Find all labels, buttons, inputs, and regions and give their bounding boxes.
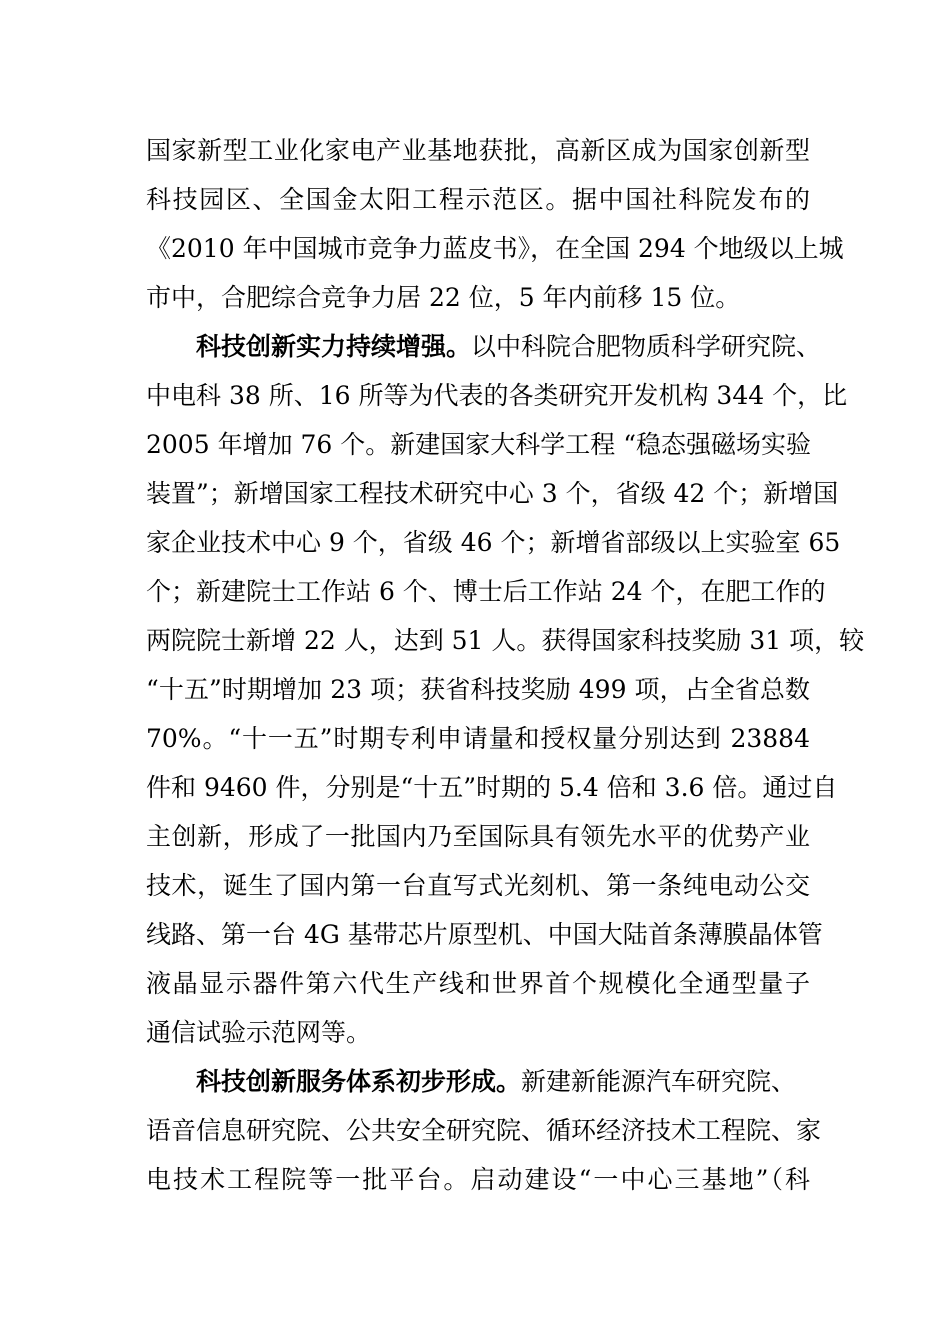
paragraph-first-line <box>146 322 822 371</box>
paragraph-3 <box>146 1057 822 1204</box>
paragraph-text: 以中科院合肥物质科学研究院、 <box>471 332 822 361</box>
paragraph-line: 主创新，形成了一批国内乃至国际具有领先水平的优势产业 <box>146 822 810 851</box>
paragraph-line: 线路、第一台 4G 基带芯片原型机、中国大陆首条薄膜晶体管 <box>146 920 823 949</box>
paragraph-line: 液晶显示器件第六代生产线和世界首个规模化全通型量子 <box>146 969 810 998</box>
paragraph-line: 电技术工程院等一批平台。启动建设“一中心三基地”（科 <box>146 1165 810 1194</box>
paragraph-first-line <box>146 1057 810 1106</box>
paragraph-line: 2005 年增加 76 个。新建国家大科学工程 “稳态强磁场实验 <box>146 430 812 459</box>
paragraph-line: 技术，诞生了国内第一台直写式光刻机、第一条纯电动公交 <box>146 871 810 900</box>
paragraph-line: 装置”；新增国家工程技术研究中心 3 个，省级 42 个；新增国 <box>146 479 839 508</box>
paragraph-line: 语音信息研究院、公共安全研究院、循环经济技术工程院、家 <box>146 1116 822 1145</box>
paragraph-2 <box>146 322 865 1057</box>
paragraph-line: 科技园区、全国金太阳工程示范区。据中国社科院发布的 <box>146 185 810 214</box>
paragraph-1 <box>146 126 844 322</box>
paragraph-line: 家企业技术中心 9 个，省级 46 个；新增省部级以上实验室 65 <box>146 528 841 557</box>
paragraph-line: 通信试验示范网等。 <box>146 1018 372 1047</box>
document-body <box>146 126 865 1204</box>
paragraph-line: 件和 9460 件，分别是“十五”时期的 5.4 倍和 3.6 倍。通过自 <box>146 773 838 802</box>
paragraph-line: 个；新建院士工作站 6 个、博士后工作站 24 个，在肥工作的 <box>146 577 826 606</box>
paragraph-line: 市中，合肥综合竞争力居 22 位，5 年内前移 15 位。 <box>146 283 741 312</box>
paragraph-line: 国家新型工业化家电产业基地获批，高新区成为国家创新型 <box>146 136 810 165</box>
paragraph-text: 新建新能源汽车研究院、 <box>521 1067 797 1096</box>
paragraph-line: 《2010 年中国城市竞争力蓝皮书》，在全国 294 个地级以上城 <box>146 234 844 263</box>
paragraph-line: 中电科 38 所、16 所等为代表的各类研究开发机构 344 个，比 <box>146 381 848 410</box>
section-heading: 科技创新服务体系初步形成。 <box>196 1067 522 1096</box>
paragraph-line: 两院院士新增 22 人，达到 51 人。获得国家科技奖励 31 项，较 <box>146 626 865 655</box>
paragraph-line: 70%。“十一五”时期专利申请量和授权量分别达到 23884 <box>146 724 810 753</box>
paragraph-line: “十五”时期增加 23 项；获省科技奖励 499 项，占全省总数 <box>146 675 810 704</box>
section-heading: 科技创新实力持续增强。 <box>196 332 472 361</box>
